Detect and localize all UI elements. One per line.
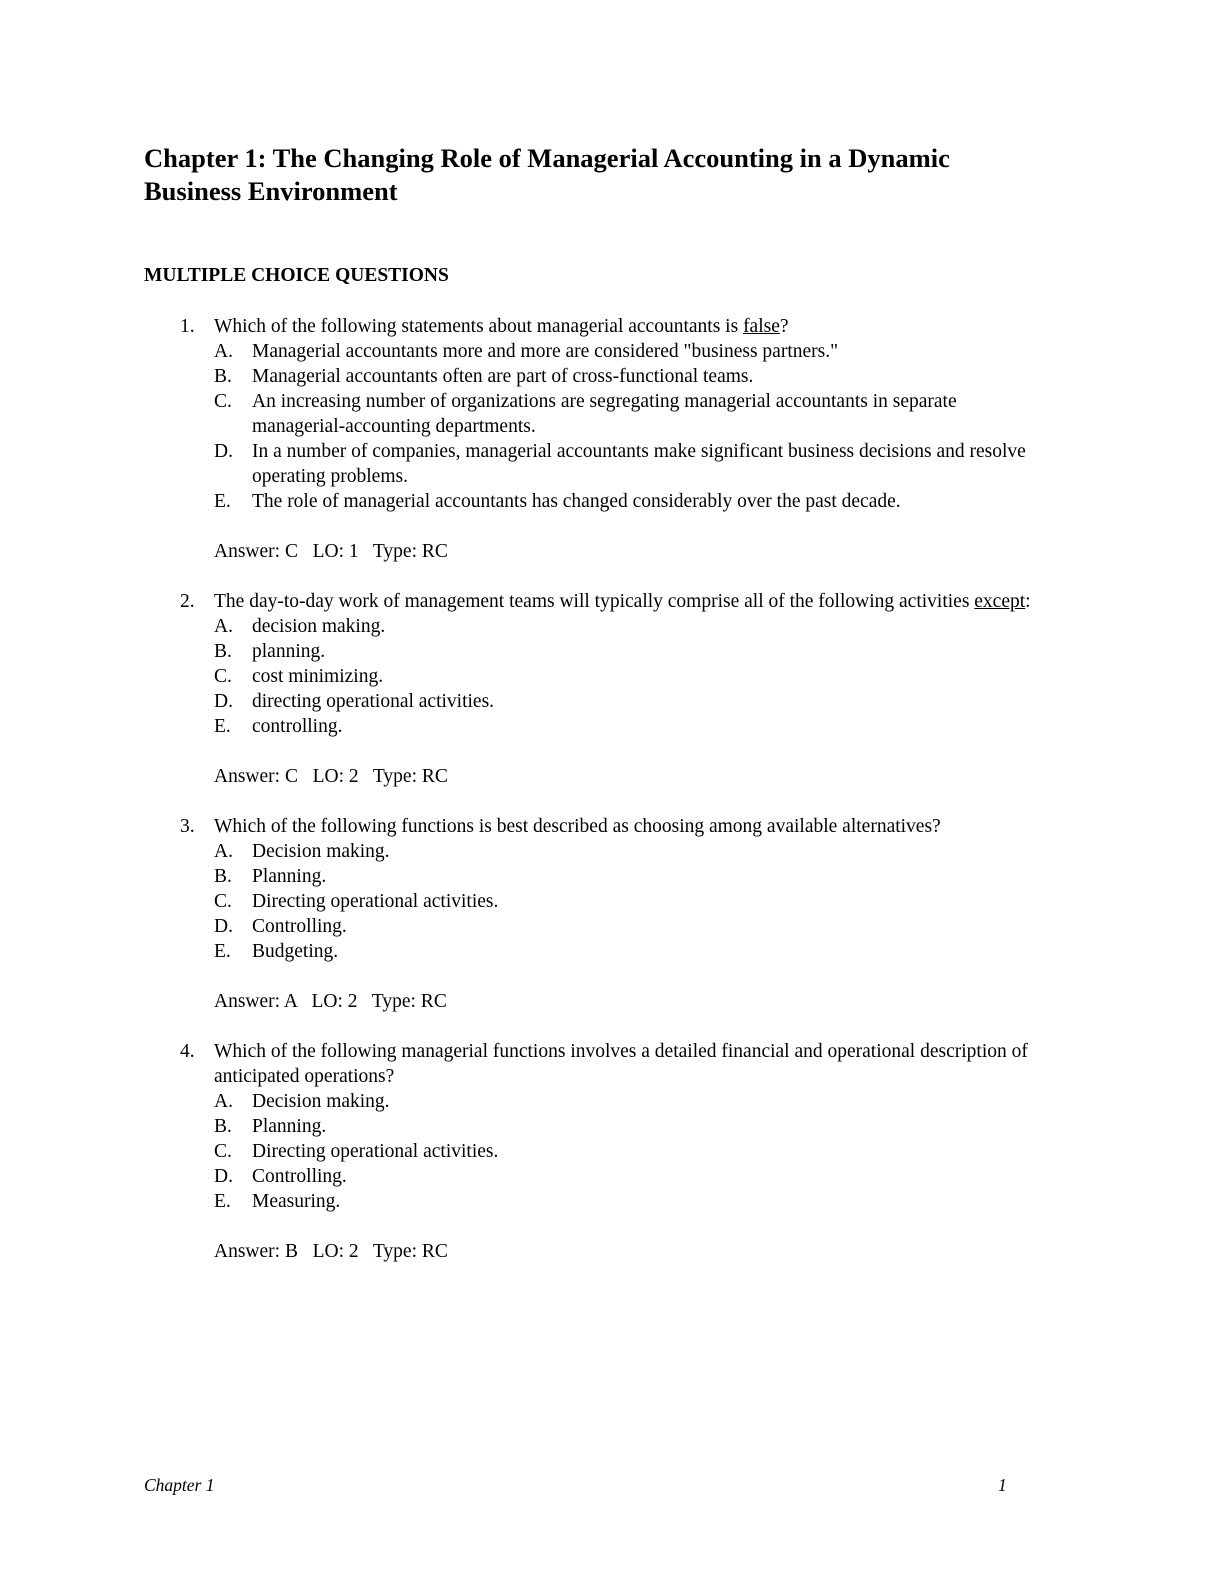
option-letter: C. [214, 666, 232, 687]
option-letter: D. [214, 916, 233, 937]
question-text [214, 314, 1074, 339]
footer-chapter-label: Chapter 1 [144, 1475, 215, 1495]
question-emphasis: false [743, 316, 780, 337]
option-letter: B. [214, 866, 232, 887]
option-b [214, 1114, 1034, 1139]
option-text: planning. [252, 641, 326, 662]
question-number: 1. [180, 316, 195, 337]
option-b [214, 864, 1034, 889]
option-d [214, 439, 1034, 489]
option-text: Controlling. [252, 916, 347, 937]
option-list [0, 339, 1224, 514]
option-a [214, 839, 1034, 864]
option-text: In a number of companies, managerial accountants make significant business decisions and resolve operating problems. [252, 441, 1026, 487]
option-a [214, 1089, 1034, 1114]
question-emphasis: except [974, 591, 1026, 612]
question-text-end: : [1025, 591, 1031, 612]
option-letter: B. [214, 366, 232, 387]
option-letter: C. [214, 1141, 232, 1162]
option-list [0, 1089, 1224, 1214]
question-number: 2. [180, 591, 195, 612]
option-d [214, 689, 1034, 714]
option-text: cost minimizing. [252, 666, 384, 687]
option-text: Managerial accountants more and more are considered "business partners." [252, 341, 839, 362]
question-number: 4. [180, 1041, 195, 1062]
option-b [214, 364, 1034, 389]
option-text: Budgeting. [252, 941, 339, 962]
option-letter: A. [214, 841, 233, 862]
option-text: The role of managerial accountants has changed considerably over the past decade. [252, 491, 901, 512]
question-text [214, 1039, 1074, 1089]
option-text: directing operational activities. [252, 691, 495, 712]
option-letter: E. [214, 716, 231, 737]
question-text-main: The day-to-day work of management teams will typically comprise all of the following activities [214, 591, 975, 612]
option-letter: B. [214, 1116, 232, 1137]
answer-line: Answer: C LO: 1 Type: RC [214, 541, 448, 562]
option-text: Directing operational activities. [252, 1141, 499, 1162]
option-c [214, 664, 1034, 689]
option-b [214, 639, 1034, 664]
option-e [214, 489, 1034, 514]
option-d [214, 1164, 1034, 1189]
page-title: Chapter 1: The Changing Role of Managerial Accounting in a Dynamic Business Environment [144, 143, 950, 206]
option-letter: E. [214, 941, 231, 962]
option-text: An increasing number of organizations are segregating managerial accountants in separate managerial-accounting departments. [252, 391, 957, 437]
question-text-end: ? [779, 316, 789, 337]
option-text: Managerial accountants often are part of cross-functional teams. [252, 366, 754, 387]
option-letter: D. [214, 441, 233, 462]
option-text: Planning. [252, 866, 327, 887]
answer-line: Answer: A LO: 2 Type: RC [214, 991, 447, 1012]
option-letter: E. [214, 1191, 231, 1212]
option-text: Measuring. [252, 1191, 341, 1212]
question-4 [0, 1039, 1224, 1264]
option-d [214, 914, 1034, 939]
option-c [214, 889, 1034, 914]
option-list [0, 839, 1224, 964]
option-letter: D. [214, 1166, 233, 1187]
option-text: decision making. [252, 616, 386, 637]
section-heading: MULTIPLE CHOICE QUESTIONS [144, 265, 449, 286]
option-letter: D. [214, 691, 233, 712]
option-a [214, 339, 1034, 364]
option-text: Directing operational activities. [252, 891, 499, 912]
question-1 [0, 314, 1224, 564]
option-e [214, 714, 1034, 739]
question-number: 3. [180, 816, 195, 837]
option-e [214, 939, 1034, 964]
option-c [214, 389, 1034, 439]
option-letter: B. [214, 641, 232, 662]
question-text-main: Which of the following statements about managerial accountants is [214, 316, 744, 337]
option-letter: A. [214, 616, 233, 637]
question-2 [0, 589, 1224, 789]
answer-line: Answer: B LO: 2 Type: RC [214, 1241, 448, 1262]
option-letter: A. [214, 1091, 233, 1112]
option-list [0, 614, 1224, 739]
question-text-main: Which of the following functions is best described as choosing among available alternatives? [214, 816, 941, 837]
option-text: Planning. [252, 1116, 327, 1137]
footer-page-number: 1 [998, 1475, 1007, 1495]
option-text: controlling. [252, 716, 343, 737]
question-text [214, 589, 1074, 614]
answer-line: Answer: C LO: 2 Type: RC [214, 766, 448, 787]
option-text: Controlling. [252, 1166, 347, 1187]
question-list [0, 314, 1224, 1264]
option-text: Decision making. [252, 841, 390, 862]
option-letter: C. [214, 391, 232, 412]
option-a [214, 614, 1034, 639]
option-c [214, 1139, 1034, 1164]
option-letter: A. [214, 341, 233, 362]
question-3 [0, 814, 1224, 1014]
option-letter: C. [214, 891, 232, 912]
question-text [214, 814, 1074, 839]
option-e [214, 1189, 1034, 1214]
option-letter: E. [214, 491, 231, 512]
question-text-main: Which of the following managerial functions involves a detailed financial and operational description of anticipated operations? [214, 1041, 1028, 1087]
option-text: Decision making. [252, 1091, 390, 1112]
